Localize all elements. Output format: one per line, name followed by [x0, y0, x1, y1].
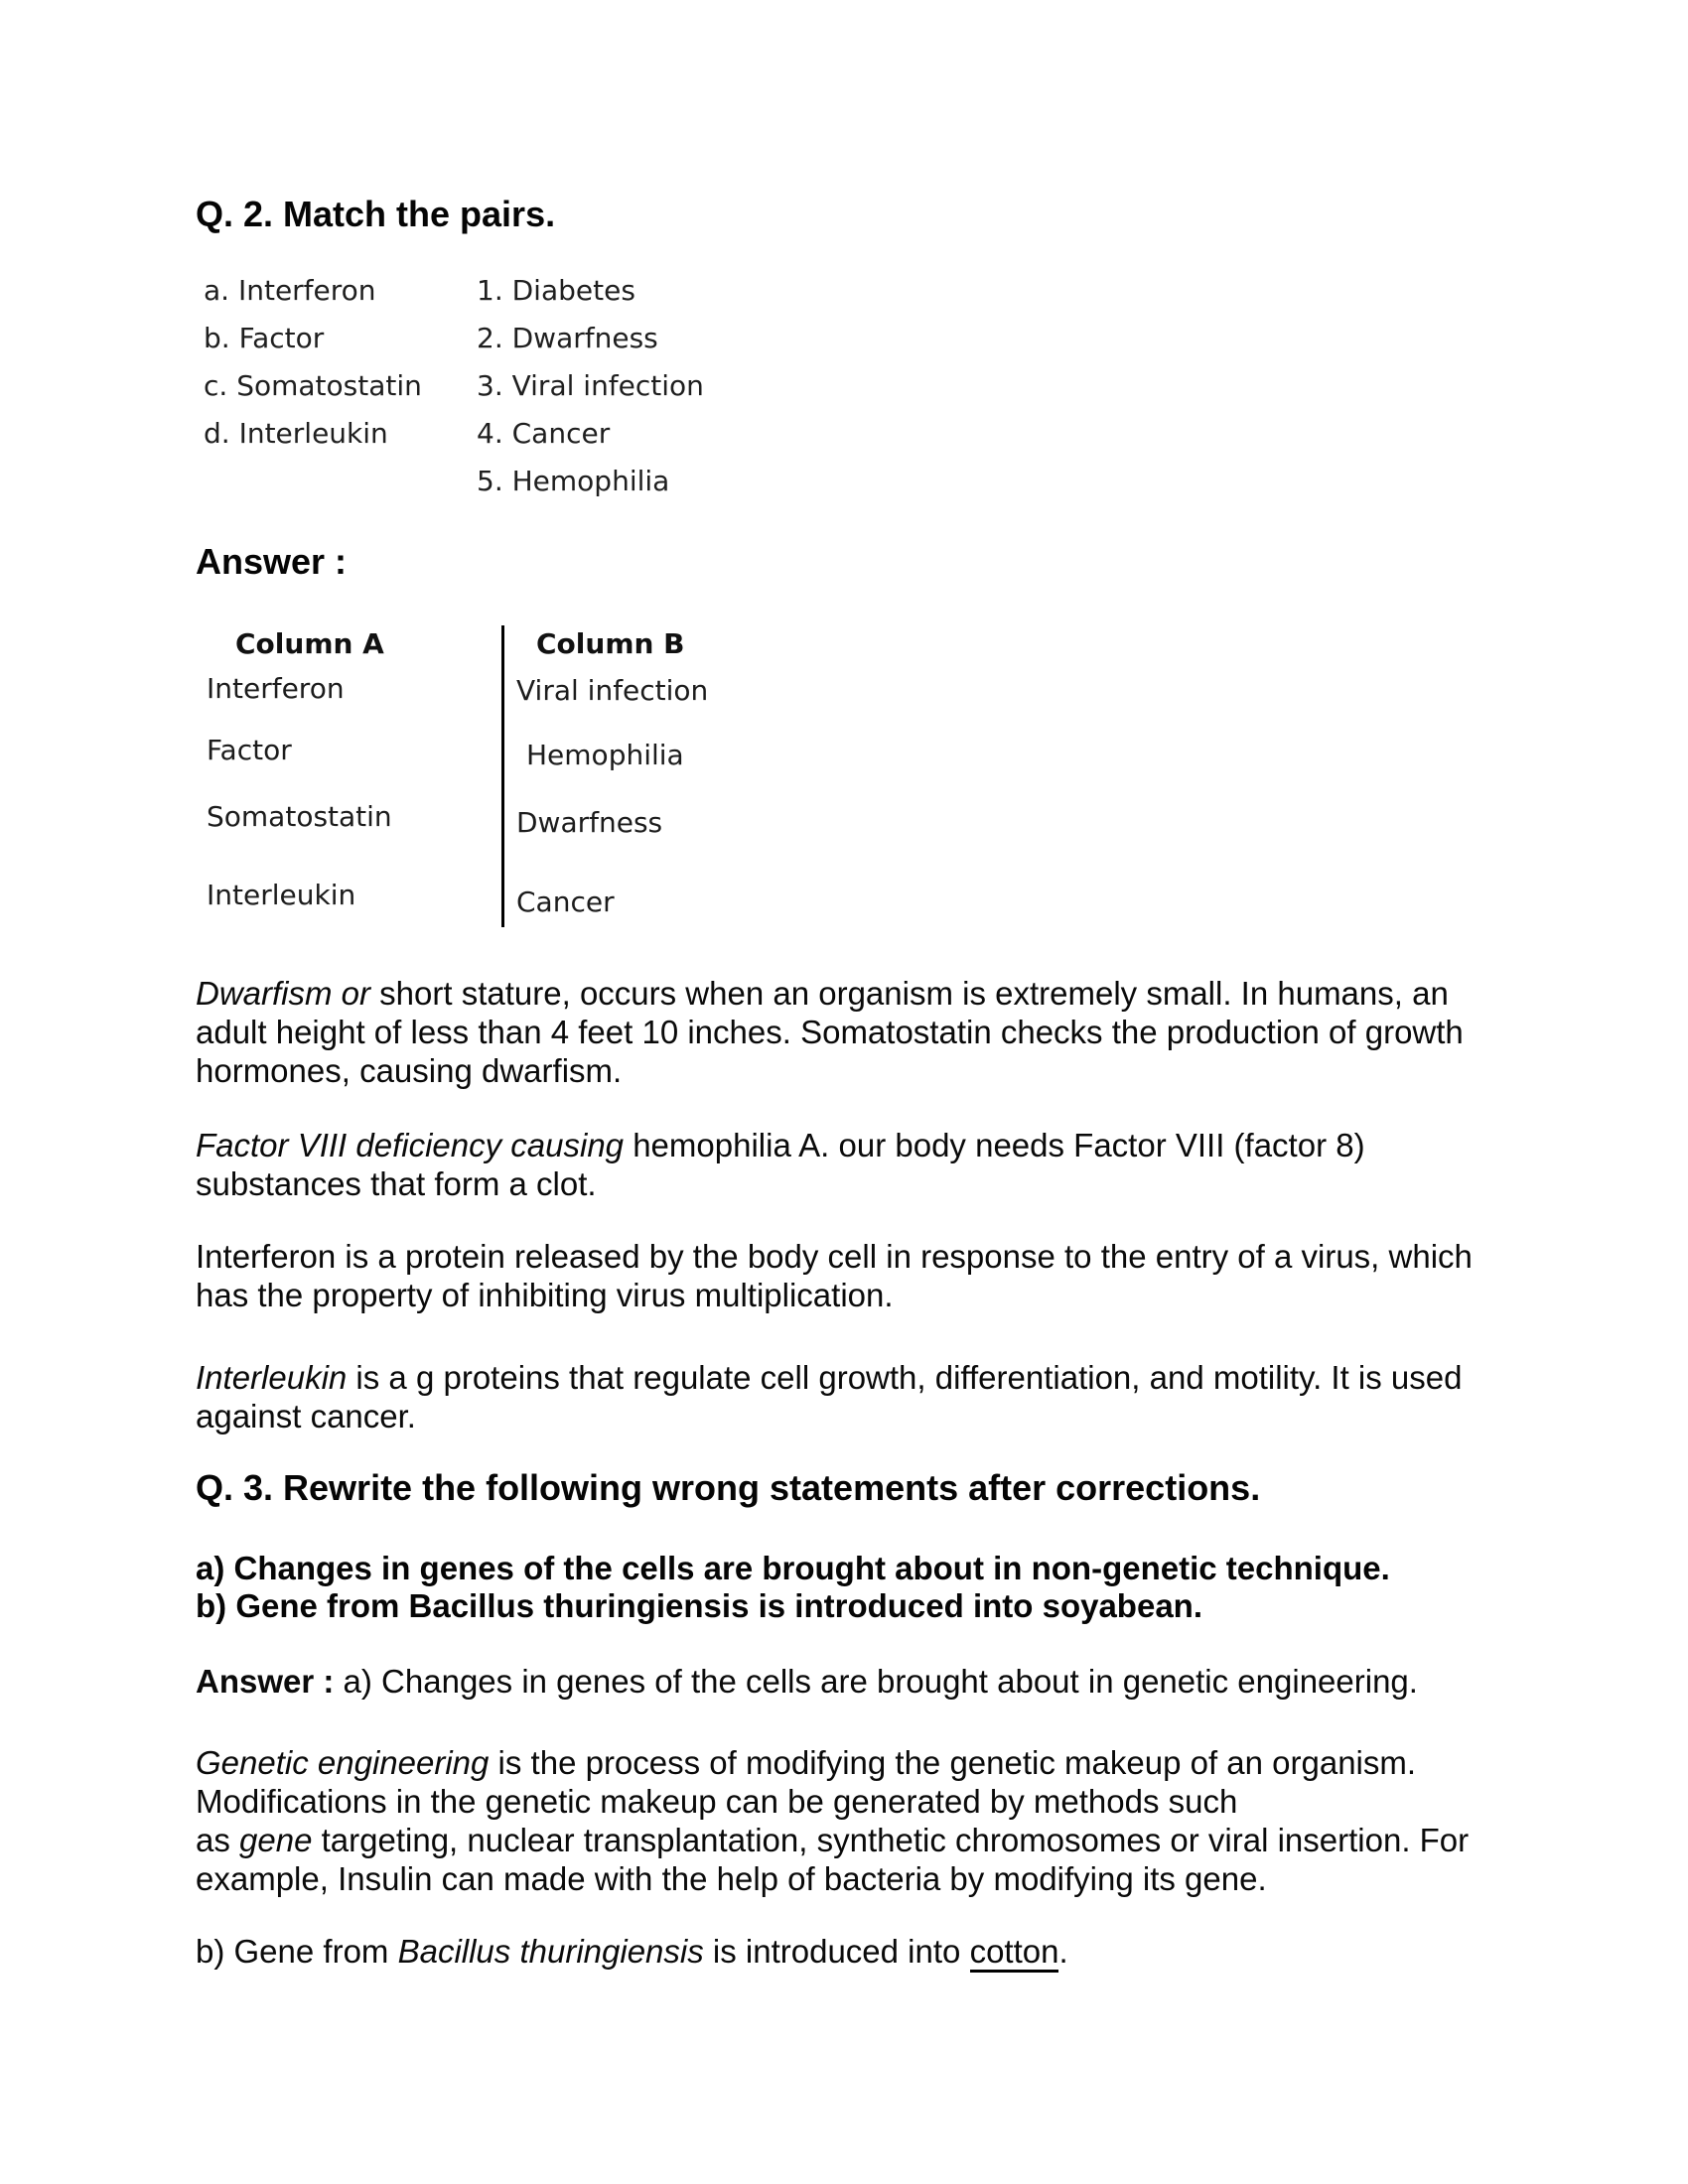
match-option-item: 1. Diabetes	[477, 274, 635, 307]
text-line	[196, 1358, 1462, 1397]
table-header: Column B	[536, 627, 685, 660]
answer-2b-line	[196, 1932, 1068, 1971]
table-cell: Hemophilia	[526, 739, 684, 771]
text-segment: b) Gene from	[196, 1933, 398, 1970]
match-pairs-right-column	[477, 267, 704, 505]
text-segment: is the process of modifying the genetic makeup of an organism.	[489, 1744, 1417, 1781]
match-option-item: 2. Dwarfness	[477, 322, 658, 354]
text-segment: as	[196, 1822, 240, 1858]
text-segment: Factor VIII deficiency causing	[196, 1127, 625, 1163]
table-cell: Interleukin	[207, 879, 356, 911]
paragraph-genetic-engineering	[196, 1743, 1469, 1898]
question-2-heading: Q. 2. Match the pairs.	[196, 194, 556, 234]
match-option-item: 4. Cancer	[477, 417, 611, 450]
text-line	[196, 1587, 1390, 1625]
match-option-item: a. Interferon	[204, 274, 376, 307]
table-header: Column A	[235, 627, 384, 660]
text-segment: short stature, occurs when an organism is extremely small. In humans, an	[370, 975, 1449, 1012]
match-option-item: b. Factor	[204, 322, 325, 354]
match-option-item: 3. Viral infection	[477, 369, 704, 402]
text-segment: Dwarfism or	[196, 975, 371, 1012]
text-segment: gene	[239, 1822, 313, 1858]
text-line	[196, 1397, 1462, 1435]
text-segment: example, Insulin can made with the help of bacteria by modifying its gene.	[196, 1860, 1267, 1897]
text-segment: Bacillus thuringiensis	[397, 1933, 704, 1970]
text-segment: Answer :	[196, 1663, 335, 1700]
text-line	[196, 1550, 1390, 1587]
match-option-item: d. Interleukin	[204, 417, 388, 450]
answer-label: Answer :	[196, 541, 348, 582]
text-line	[196, 1276, 1473, 1314]
text-segment: Genetic engineering	[196, 1744, 490, 1781]
text-line	[196, 1237, 1473, 1276]
text-segment: hormones, causing dwarfism.	[196, 1052, 623, 1089]
text-line	[196, 1051, 1464, 1090]
text-segment: targeting, nuclear transplantation, synthetic chromosomes or viral insertion. For	[312, 1822, 1470, 1858]
paragraph-interleukin	[196, 1358, 1462, 1435]
text-line	[196, 1013, 1464, 1051]
table-cell: Interferon	[207, 672, 345, 705]
text-line	[196, 1932, 1068, 1971]
text-segment: hemophilia A. our body needs Factor VIII (factor 8)	[624, 1127, 1365, 1163]
text-line	[196, 1126, 1365, 1164]
text-segment: a) Changes in genes of the cells are brought about in non-genetic technique.	[196, 1550, 1390, 1586]
table-cell: Dwarfness	[516, 806, 663, 839]
text-segment: a) Changes in genes of the cells are brought about in genetic engineering.	[334, 1663, 1418, 1700]
text-segment: adult height of less than 4 feet 10 inches. Somatostatin checks the production of growth	[196, 1014, 1464, 1050]
text-segment: has the property of inhibiting virus multiplication.	[196, 1277, 894, 1313]
paragraph-interferon	[196, 1237, 1473, 1314]
text-segment: is introduced into	[703, 1933, 970, 1970]
answer-2-line	[196, 1662, 1418, 1701]
text-line	[196, 1821, 1469, 1859]
text-line	[196, 1662, 1418, 1701]
text-line	[196, 974, 1464, 1013]
table-cell: Factor	[207, 734, 292, 766]
text-line	[196, 1743, 1469, 1782]
text-segment: against cancer.	[196, 1398, 416, 1434]
text-segment: is a g proteins that regulate cell growth, differentiation, and motility. It is used	[347, 1359, 1463, 1396]
table-cell: Somatostatin	[207, 800, 392, 833]
match-answer-table	[196, 623, 831, 933]
table-column-divider	[501, 625, 504, 927]
text-segment: cotton	[970, 1933, 1059, 1973]
text-line	[196, 1859, 1469, 1898]
text-line	[196, 1782, 1469, 1821]
match-pairs-left-column	[204, 267, 422, 458]
text-segment: b) Gene from Bacillus thuringiensis is introduced into soyabean.	[196, 1587, 1202, 1624]
match-option-item: c. Somatostatin	[204, 369, 422, 402]
match-option-item: 5. Hemophilia	[477, 465, 670, 497]
text-line	[196, 1164, 1365, 1203]
text-segment: .	[1058, 1933, 1068, 1970]
table-cell: Viral infection	[516, 674, 709, 707]
question-3-heading: Q. 3. Rewrite the following wrong statements after corrections.	[196, 1467, 1261, 1508]
text-segment: Interleukin	[196, 1359, 348, 1396]
question-3-statements	[196, 1550, 1390, 1625]
text-segment: Interferon is a protein released by the body cell in response to the entry of a virus, which	[196, 1238, 1473, 1275]
table-cell: Cancer	[516, 886, 615, 918]
paragraph-dwarfism	[196, 974, 1464, 1090]
paragraph-factor-viii	[196, 1126, 1365, 1203]
text-segment: substances that form a clot.	[196, 1165, 597, 1202]
text-segment: Modifications in the genetic makeup can be generated by methods such	[196, 1783, 1238, 1820]
